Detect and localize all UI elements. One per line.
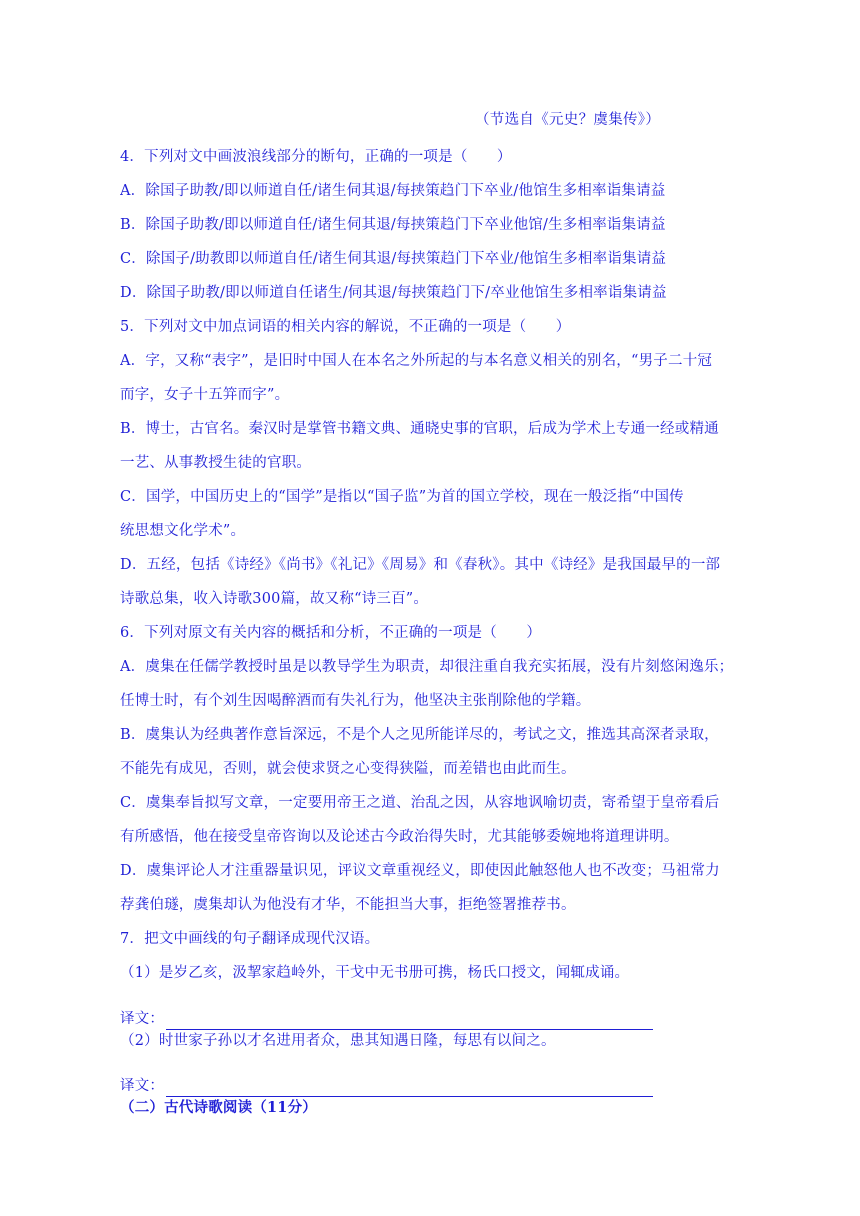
question-content [120,146,740,1131]
translation-answer-line-1[interactable] [166,1011,653,1030]
q6-option-c-line1: C．虞集奉旨拟写文章，一定要用帝王之道、治乱之因，从容地讽喻切责，寄希望于皇帝看后 [120,795,720,811]
q4-option-a: A．除国子助教/即以师道自任/诸生伺其退/每挟策趋门下卒业/他馆生多相率诣集请益 [120,183,666,199]
q7-sentence-2: （2）时世家子孙以才名进用者众，患其知遇日隆，每思有以间之。 [120,1033,556,1049]
q5-option-d-line2: 诗歌总集，收入诗歌300篇，故又称“诗三百”。 [120,591,429,607]
q5-stem: 5．下列对文中加点词语的相关内容的解说，不正确的一项是（ ） [120,319,571,335]
q6-stem: 6．下列对原文有关内容的概括和分析，不正确的一项是（ ） [120,625,542,641]
q7-translation-1-row [120,996,740,1030]
q7-stem: 7．把文中画线的句子翻译成现代汉语。 [120,931,380,947]
translation-label-1: 译文： [120,1011,165,1027]
q5-option-c-line2: 统思想文化学术”。 [120,523,246,539]
q5-option-d-line1: D．五经，包括《诗经》《尚书》《礼记》《周易》和《春秋》。其中《诗经》是我国最早的一部 [120,557,721,573]
q6-option-d-line2: 荐龚伯璲，虞集却认为他没有才华，不能担当大事，拒绝签署推荐书。 [120,897,576,913]
q7-sentence-1: （1）是岁乙亥，汲挈家趋岭外，干戈中无书册可携，杨氏口授文，闻辄成诵。 [120,965,630,981]
translation-label-2: 译文： [120,1078,165,1094]
q7-translation-2-row [120,1064,740,1097]
q5-option-b-line1: B．博士，古官名。秦汉时是掌管书籍文典、通晓史事的官职，后成为学术上专通一经或精通 [120,421,719,437]
source-citation: （节选自《元史？虞集传》） [475,112,661,128]
q5-option-a-line2: 而字，女子十五笄而字”。 [120,387,290,403]
q5-option-c-line1: C．国学，中国历史上的“国学”是指以“国子监”为首的国立学校，现在一般泛指“中国传 [120,489,684,505]
q6-option-b-line1: B．虞集认为经典著作意旨深远，不是个人之见所能详尽的，考试之文，推选其高深者录取， [120,727,719,743]
q6-option-a-line2: 任博士时，有个刘生因喝醉酒而有失礼行为，他坚决主张削除他的学籍。 [120,693,591,709]
section-heading-poetry: （二）古代诗歌阅读（11分） [120,1099,317,1116]
q6-option-c-line2: 有所感悟，他在接受皇帝咨询以及论述古今政治得失时，尤其能够委婉地将道理讲明。 [120,829,679,845]
q4-stem: 4．下列对文中画波浪线部分的断句，正确的一项是（ ） [120,149,512,165]
translation-answer-line-2[interactable] [166,1078,653,1097]
q4-option-d: D．除国子助教/即以师道自任诸生/伺其退/每挟策趋门下/卒业他馆生多相率诣集请益 [120,285,667,301]
q5-option-a-line1: A．字，又称“表字”，是旧时中国人在本名之外所起的与本名意义相关的别名，“男子二十冠 [120,353,713,369]
q6-option-b-line2: 不能先有成见，否则，就会使求贤之心变得狭隘，而差错也由此而生。 [120,761,576,777]
q4-option-b: B．除国子助教/即以师道自任/诸生伺其退/每挟策趋门下卒业他馆/生多相率诣集请益 [120,217,666,233]
q6-option-d-line1: D．虞集评论人才注重器量识见，评议文章重视经义，即使因此触怒他人也不改变；马祖常力 [120,863,720,879]
q5-option-b-line2: 一艺、从事教授生徒的官职。 [120,455,312,471]
q6-option-a-line1: A．虞集在任儒学教授时虽是以教导学生为职责，却很注重自我充实拓展，没有片刻悠闲逸乐； [120,659,734,675]
q4-option-c: C．除国子/助教即以师道自任/诸生伺其退/每挟策趋门下卒业/他馆生多相率诣集请益 [120,251,667,267]
